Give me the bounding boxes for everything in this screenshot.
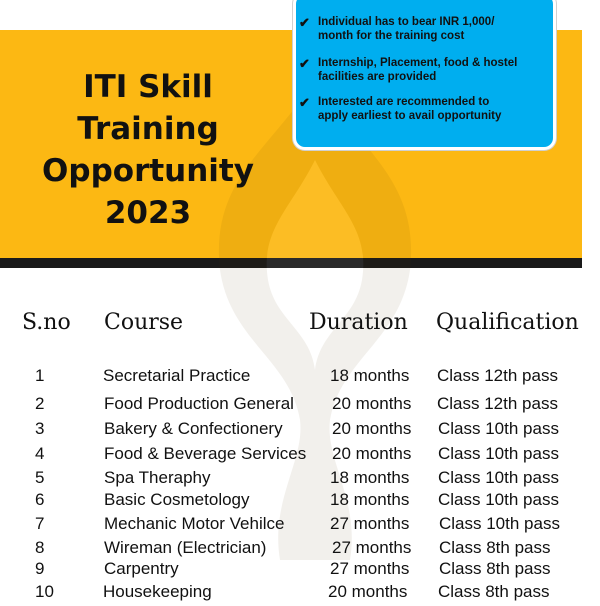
cell-sno: 10 xyxy=(35,582,54,601)
info-text: Internship, Placement, food & hostel xyxy=(318,57,518,69)
cell-sno: 4 xyxy=(35,444,45,463)
cell-qualification: Class 10th pass xyxy=(438,444,559,463)
cell-duration: 27 months xyxy=(330,559,410,578)
cell-qualification: Class 8th pass xyxy=(439,538,551,557)
cell-sno: 2 xyxy=(35,394,45,413)
cell-sno: 7 xyxy=(35,514,45,533)
header-sno: S.no xyxy=(22,310,71,335)
title-line: 2023 xyxy=(104,195,192,231)
table-row xyxy=(0,559,600,583)
table-row xyxy=(0,419,600,443)
cell-course: Food & Beverage Services xyxy=(104,444,307,463)
cell-sno: 9 xyxy=(35,559,45,578)
cell-course: Housekeeping xyxy=(103,582,212,601)
cell-duration: 27 months xyxy=(330,514,410,533)
title-line: ITI Skill xyxy=(83,69,213,105)
cell-qualification: Class 10th pass xyxy=(438,468,559,487)
cell-course: Carpentry xyxy=(104,559,179,578)
info-text: facilities are provided xyxy=(318,71,437,83)
cell-course: Mechanic Motor Vehilce xyxy=(104,514,285,533)
checkmark-icon: ✔ xyxy=(299,56,310,71)
cell-duration: 27 months xyxy=(332,538,412,557)
cell-duration: 20 months xyxy=(332,419,412,438)
cell-duration: 18 months xyxy=(330,366,410,385)
cell-course: Food Production General xyxy=(104,394,294,413)
checkmark-icon: ✔ xyxy=(299,95,310,110)
cell-course: Wireman (Electrician) xyxy=(104,538,267,557)
table-row xyxy=(0,582,600,606)
table-row xyxy=(0,490,600,514)
header-course: Course xyxy=(104,310,184,335)
info-text: Individual has to bear INR 1,000/ xyxy=(318,16,495,28)
info-box xyxy=(293,0,556,150)
cell-qualification: Class 10th pass xyxy=(438,490,559,509)
cell-qualification: Class 10th pass xyxy=(438,419,559,438)
table-row xyxy=(0,366,600,390)
cell-course: Basic Cosmetology xyxy=(104,490,250,509)
info-item xyxy=(296,56,558,84)
cell-duration: 20 months xyxy=(332,394,412,413)
cell-course: Spa Theraphy xyxy=(104,468,211,487)
title-line: Training xyxy=(77,111,219,147)
cell-duration: 18 months xyxy=(330,468,410,487)
cell-qualification: Class 8th pass xyxy=(439,559,551,578)
info-text: apply earliest to avail opportunity xyxy=(318,110,502,122)
info-text: month for the training cost xyxy=(318,30,465,42)
cell-sno: 8 xyxy=(35,538,45,557)
info-item xyxy=(296,95,558,123)
cell-qualification: Class 12th pass xyxy=(437,366,558,385)
cell-qualification: Class 10th pass xyxy=(439,514,560,533)
cell-course: Bakery & Confectionery xyxy=(104,419,283,438)
divider-bar xyxy=(0,258,582,268)
cell-duration: 18 months xyxy=(330,490,410,509)
table-row xyxy=(0,394,600,418)
table-row xyxy=(0,444,600,468)
cell-sno: 1 xyxy=(35,366,45,385)
table-row xyxy=(0,468,600,492)
cell-duration: 20 months xyxy=(328,582,408,601)
cell-duration: 20 months xyxy=(332,444,412,463)
info-text: Interested are recommended to xyxy=(318,96,490,108)
cell-qualification: Class 12th pass xyxy=(437,394,558,413)
checkmark-icon: ✔ xyxy=(299,15,310,30)
cell-sno: 5 xyxy=(35,468,45,487)
cell-course: Secretarial Practice xyxy=(103,366,251,385)
info-item xyxy=(296,15,558,43)
table-row xyxy=(0,514,600,538)
cell-sno: 6 xyxy=(35,490,45,509)
header-qualification: Qualification xyxy=(436,310,579,335)
header-duration: Duration xyxy=(309,310,408,335)
cell-sno: 3 xyxy=(35,419,45,438)
title-line: Opportunity xyxy=(42,153,254,189)
page-title xyxy=(28,66,268,234)
cell-qualification: Class 8th pass xyxy=(438,582,550,601)
